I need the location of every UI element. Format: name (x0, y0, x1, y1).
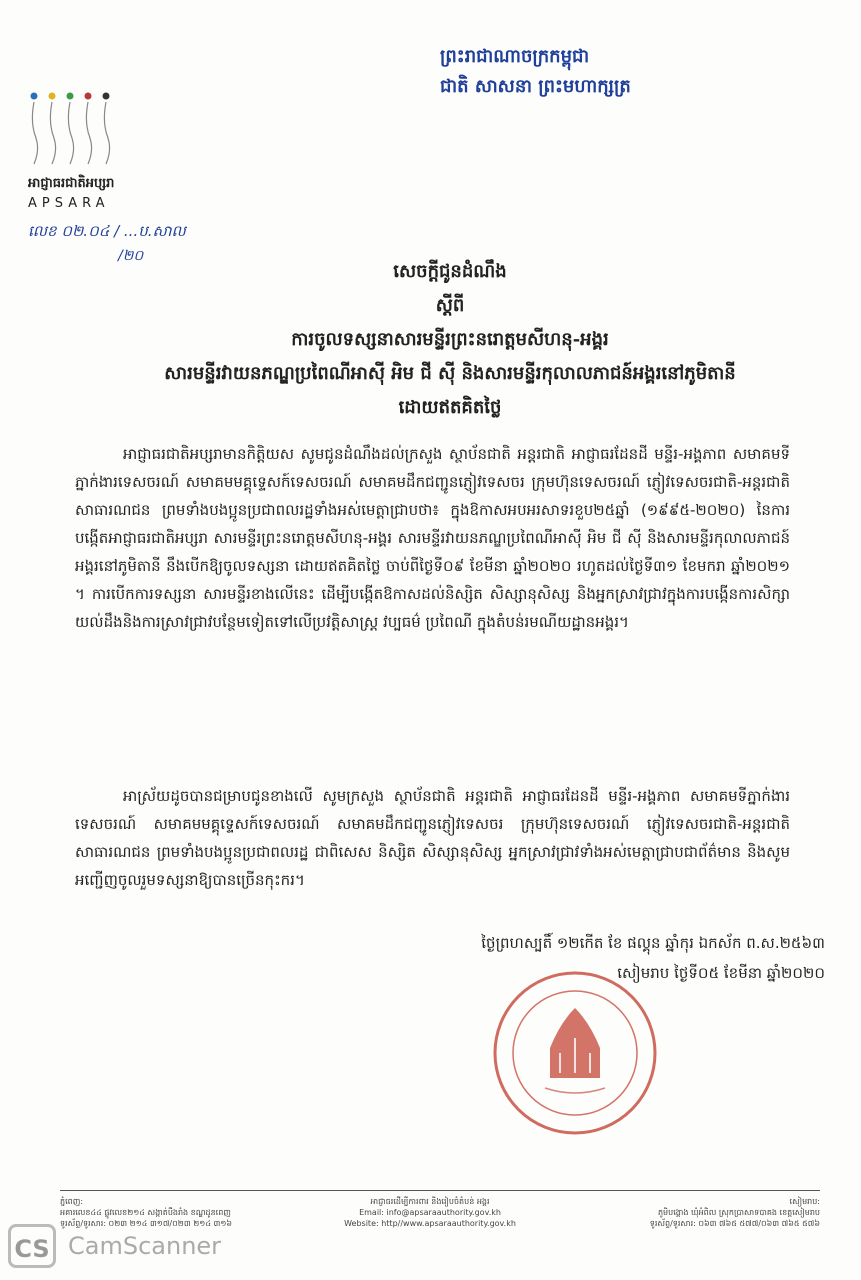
org-name-khmer: អាជ្ញាធរជាតិអប្សរា (28, 176, 115, 191)
title-line-4: សារមន្ទីរវាយនភណ្ឌប្រពៃណីអាស៊ី អិម ជី ស៊ី និងសារមន្ទីរកុលាលភាជន៍អង្គរនៅភូមិតានី (164, 363, 736, 384)
camscanner-text: CamScanner (68, 1232, 222, 1260)
footer-right-address: ភូមិបង្គោង ឃុំអំពិល ស្រុកប្រាសាទបាគង ខេត្តសៀមរាប (657, 1208, 820, 1217)
footer-left-phone: ទូរស័ព្ទ/ទូរសារ: ០២៣ ២១៤ ៣១៧/០២៣ ២១៤ ៣១៦ (60, 1219, 233, 1228)
footer-left-address: អគារលេខ៤៤ ផ្លូវលេខ២១៤ សង្កាត់បឹងរាំង ខណ្ឌដូនពេញ (60, 1208, 231, 1217)
footer-siem-reap (570, 1196, 820, 1229)
footer-right-label: សៀមរាប: (789, 1197, 820, 1206)
body-paragraph-1: អាជ្ញាធរជាតិអប្សរាមានកិត្តិយស សូមជូនដំណឹងដល់ក្រសួង ស្ថាប័នជាតិ អន្តរជាតិ អាជ្ញាធរដែនដី មន្ទីរ-អង្គភាព សមាគមទីភ្នាក់ងារទេសចរណ៍ សមាគមមគ្គុទ្ទេសក៍ទេសចរណ៍ សមាគមដឹកជញ្ជូនភ្ញៀវទេសចរ ក្រុមហ៊ុនទេសចរណ៍ ភ្ញៀវទេសចរជាតិ-អន្តរជាតិ សាធារណជន ព្រមទាំងបងប្អូនប្រជាពលរដ្ឋទាំងអស់មេត្តាជ្រាបថា៖ ក្នុងឱកាសអបអរសាទរខួប២៥ឆ្នាំ (១៩៩៥-២០២០) នៃការបង្កើតអាជ្ញាធរជាតិអប្សរា សារមន្ទីរព្រះនរោត្តមសីហនុ-អង្គរ សារមន្ទីរវាយនភណ្ឌប្រពៃណីអាស៊ី អិម ជី ស៊ី និងសារមន្ទីរកុលាលភាជន៍អង្គរនៅភូមិតានី នឹងបើកឱ្យចូលទស្សនា ដោយឥតគិតថ្លៃ ចាប់ពីថ្ងៃទី០៩ ខែមីនា ឆ្នាំ២០២០ រហូតដល់ថ្ងៃទី៣១ ខែមករា ឆ្នាំ២០២១ ។ ការបើកការទស្សនា សារមន្ទីរខាងលើនេះ ដើម្បីបង្កើតឱកាសដល់និស្សិត សិស្សានុសិស្ស និងអ្នកស្រាវជ្រាវក្នុងការបង្កើនការសិក្សាយល់ដឹងនិងការស្រាវជ្រាវបន្ថែមទៀតទៅលើប្រវត្តិសាស្រ្ត វប្បធម៌ ប្រពៃណី ក្នុងតំបន់រមណីយដ្ឋានអង្គរ។ (75, 445, 790, 631)
title-line-5: ដោយឥតគិតថ្លៃ (398, 397, 502, 418)
footer-left-label: ភ្នំពេញ: (60, 1197, 84, 1206)
solar-date: សៀមរាប ថ្ងៃទី០៥ ខែមីនា ឆ្នាំ២០២០ (617, 964, 825, 982)
camscanner-logo-icon: CS (8, 1224, 56, 1268)
reference-suffix: /២០ (118, 248, 144, 264)
footer-website: Website: http//www.apsaraauthority.gov.kh (344, 1219, 516, 1228)
kingdom-line-2: ជាតិ សាសនា ព្រះមហាក្សត្រ (440, 76, 631, 97)
apsara-logo (22, 88, 142, 168)
org-name-english: APSARA (28, 196, 110, 211)
official-seal-icon (490, 968, 660, 1138)
lunar-date: ថ្ងៃព្រហស្បតិ៍ ១២កើត ខែ ផល្គុន ឆ្នាំកុរ ឯកស័ក ព.ស.២៥៦៣ (481, 934, 825, 952)
notice-title (60, 255, 840, 425)
footer-right-phone: ទូរស័ព្ទ/ទូរសារ: ០៦៣ ៧៦៥ ៥៧៧/០៦៣ ៧៦៥ ៥៧៦ (649, 1219, 820, 1228)
camscanner-watermark (0, 1222, 260, 1272)
footer-contact (300, 1196, 560, 1229)
reference-number: លេខ ០២.០៤ / ...ប.សាល (28, 222, 186, 240)
title-line-1: សេចក្តីជូនដំណឹង (393, 261, 507, 282)
footer-email: Email: info@apsaraauthority.gov.kh (359, 1208, 501, 1217)
title-line-3: ការចូលទស្សនាសារមន្ទីរព្រះនរោត្តមសីហនុ-អង្គរ (291, 329, 609, 350)
body-paragraph-2: អាស្រ័យដូចបានជម្រាបជូនខាងលើ សូមក្រសួង ស្ថាប័នជាតិ អន្តរជាតិ អាជ្ញាធរដែនដី មន្ទីរ-អង្គភាព សមាគមទីភ្នាក់ងារទេសចរណ៍ សមាគមមគ្គុទ្ទេសក៍ទេសចរណ៍ សមាគមដឹកជញ្ជូនភ្ញៀវទេសចរ ក្រុមហ៊ុនទេសចរណ៍ ភ្ញៀវទេសចរជាតិ-អន្តរជាតិ សាធារណជន ព្រមទាំងបងប្អូនប្រជាពលរដ្ឋ ជាពិសេស និស្សិត សិស្សានុសិស្ស អ្នកស្រាវជ្រាវទាំងអស់មេត្តាជ្រាបជាព័ត៌មាន និងសូមអញ្ជើញចូលរួមទស្សនាឱ្យបានច្រើនកុះករ។ (75, 787, 790, 889)
title-line-2: ស្តីពី (435, 295, 465, 316)
footer-mid-title: អាជ្ញាធរដើម្បីការពារ និងរៀបចំតំបន់ អង្គរ (370, 1197, 490, 1206)
kingdom-line-1: ព្រះរាជាណាចក្រកម្ពុជា (440, 46, 590, 67)
footer-divider (60, 1190, 820, 1191)
